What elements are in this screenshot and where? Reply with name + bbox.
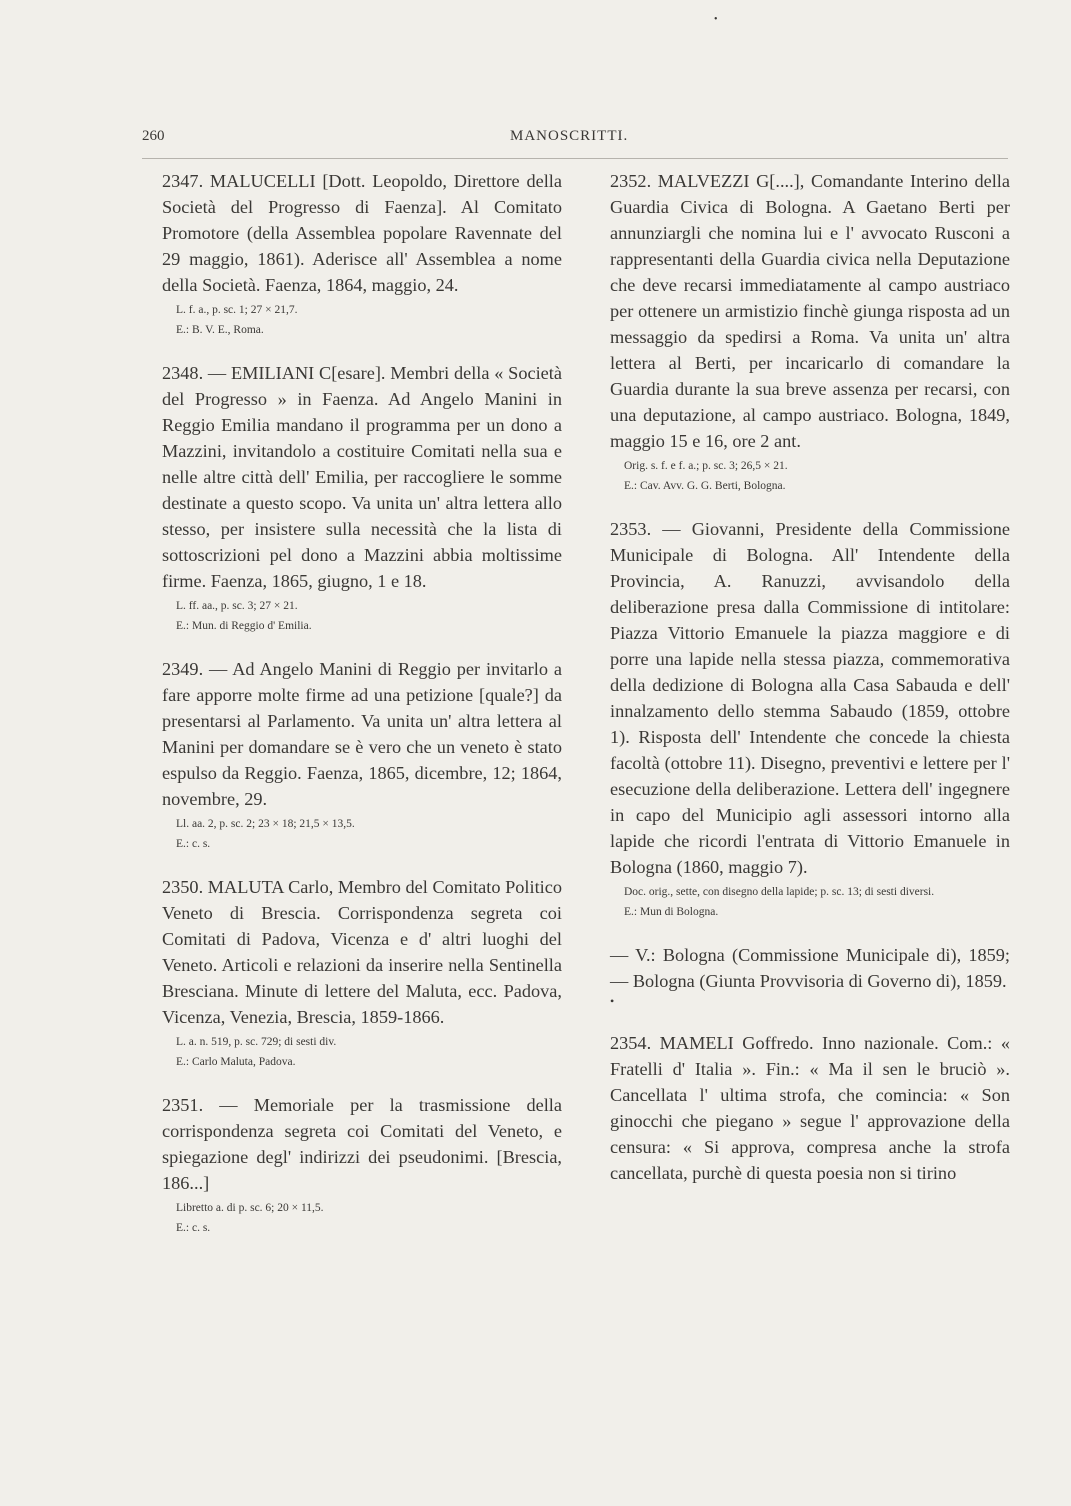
entry-note: Ll. aa. 2, p. sc. 2; 23 × 18; 21,5 × 13,5. — [176, 818, 355, 830]
entry-2353 — [610, 516, 1010, 920]
entry-2354 — [610, 1030, 1010, 1186]
entry-text: 2352. MALVEZZI G[....], Comandante Interino della Guardia Civica di Bologna. A Gaetano Berti per annunziargli che nomina lui e l' avvocato Rusconi a rappresentanti della Guardia civica nella Deputazione che deve recarsi immediatamente al campo austriaco per ottenere un armistizio finchè giunga risposta ad un messaggio da spedirsi a Roma. Va unita un' altra lettera al Berti, per incaricarlo di comandare la Guardia durante la sua breve assenza per recarsi, con una deputazione, al campo austriaco. Bologna, 1849, maggio 15 e 16, ore 2 ant. — [610, 171, 1010, 451]
entry-note: E.: B. V. E., Roma. — [176, 324, 264, 336]
entry-text: 2347. MALUCELLI [Dott. Leopoldo, Direttore della Società del Progresso di Faenza]. Al Comitato Promotore (della Assemblea popolare Ravennate del 29 maggio, 1861). Aderisce all' Assemblea a nome della Società. Faenza, 1864, maggio, 24. — [162, 171, 562, 295]
entry-2348 — [162, 360, 562, 634]
entry-note: Orig. s. f. e f. a.; p. sc. 3; 26,5 × 21. — [624, 460, 788, 472]
ink-dot: • — [714, 14, 718, 25]
entry-note: L. ff. aa., p. sc. 3; 27 × 21. — [176, 600, 298, 612]
entry-text: 2349. — Ad Angelo Manini di Reggio per invitarlo a fare apporre molte firme ad una petizione [quale?] da presentarsi al Parlamento. Va unita un' altra lettera al Manini per domandare se è vero che un veneto è stato espulso da Reggio. Faenza, 1865, dicembre, 12; 1864, novembre, 29. — [162, 659, 562, 809]
entry-note: E.: c. s. — [176, 838, 211, 850]
entry-2350 — [162, 874, 562, 1070]
entry-text: 2354. MAMELI Goffredo. Inno nazionale. Com.: « Fratelli d' Italia ». Fin.: « Ma il sen le bruciò ». Cancellata l' ultima strofa, che comincia: « Son ginocchi che piegano » segue l' approvazione della censura: « Si approva, compresa anche la strofa cancellata, purchè di questa poesia non si tirino — [610, 1033, 1010, 1183]
entry-2347 — [162, 168, 562, 338]
entry-text: 2353. — Giovanni, Presidente della Commissione Municipale di Bologna. All' Intendente della Provincia, A. Ranuzzi, avvisandolo della deliberazione presa dalla Commissione di intitolare: Piazza Vittorio Emanuele la piazza maggiore e di porre una lapide nella stessa piazza, commemorativa della dedizione di Bologna alla Casa Sabauda e dell' innalzamento dello stemma Sabaudo (1859, ottobre 1). Risposta dell' Intendente che concede la chiesta facoltà (ottobre 11). Disegno, preventivi e lettere per l' esecuzione della deliberazione. Lettera dell' ingegnere in capo del Municipio agli assessori intorno alla lapide che ricordi l'entrata di Vittorio Emanuele in Bologna (1860, maggio 7). — [610, 519, 1010, 877]
entry-note: E.: Carlo Maluta, Padova. — [176, 1056, 296, 1068]
entry-text: — V.: Bologna (Commissione Municipale di), 1859; — Bologna (Giunta Provvisoria di Governo di), 1859. — [610, 945, 1010, 991]
ink-dot: • — [610, 994, 615, 1008]
left-column — [162, 168, 562, 1258]
entry-2352 — [610, 168, 1010, 494]
entry-text: 2351. — Memoriale per la trasmissione della corrispondenza segreta coi Comitati del Veneto, e spiegazione degl' indirizzi dei pseudonimi. [Brescia, 186...] — [162, 1095, 562, 1193]
entry-note: E.: Mun di Bologna. — [624, 906, 719, 918]
page-number: 260 — [142, 128, 165, 144]
entry-text: 2348. — EMILIANI C[esare]. Membri della « Società del Progresso » in Faenza. Ad Angelo Manini in Reggio Emilia mandano il programma per un dono a Mazzini, invitandolo a costituire Comitati nella sua e nelle altre città dell' Emilia, per raccogliere le somme destinate a questo scopo. Va unita un' altra lettera allo stesso, per insistere sulla necessità che la lista di sottoscrizioni pel dono a Mazzini abbia moltissime firme. Faenza, 1865, giugno, 1 e 18. — [162, 363, 562, 591]
running-head: MANOSCRITTI. — [510, 128, 629, 144]
cross-reference — [610, 942, 1010, 1008]
entry-note: Doc. orig., sette, con disegno della lapide; p. sc. 13; di sesti diversi. — [624, 886, 935, 898]
header-rule — [142, 158, 1008, 159]
entry-2349 — [162, 656, 562, 852]
entry-note: E.: c. s. — [176, 1222, 211, 1234]
entry-2351 — [162, 1092, 562, 1236]
right-column — [610, 168, 1010, 1208]
entry-note: L. a. n. 519, p. sc. 729; di sesti div. — [176, 1036, 337, 1048]
entry-note: Libretto a. di p. sc. 6; 20 × 11,5. — [176, 1202, 324, 1214]
entry-note: E.: Cav. Avv. G. G. Berti, Bologna. — [624, 480, 786, 492]
entry-note: E.: Mun. di Reggio d' Emilia. — [176, 620, 312, 632]
entry-note: L. f. a., p. sc. 1; 27 × 21,7. — [176, 304, 298, 316]
entry-text: 2350. MALUTA Carlo, Membro del Comitato Politico Veneto di Brescia. Corrispondenza segreta coi Comitati di Padova, Vicenza e d' altri luoghi del Veneto. Articoli e relazioni da inserire nella Sentinella Bresciana. Minute di lettere del Maluta, ecc. Padova, Vicenza, Venezia, Brescia, 1859-1866. — [162, 877, 562, 1027]
